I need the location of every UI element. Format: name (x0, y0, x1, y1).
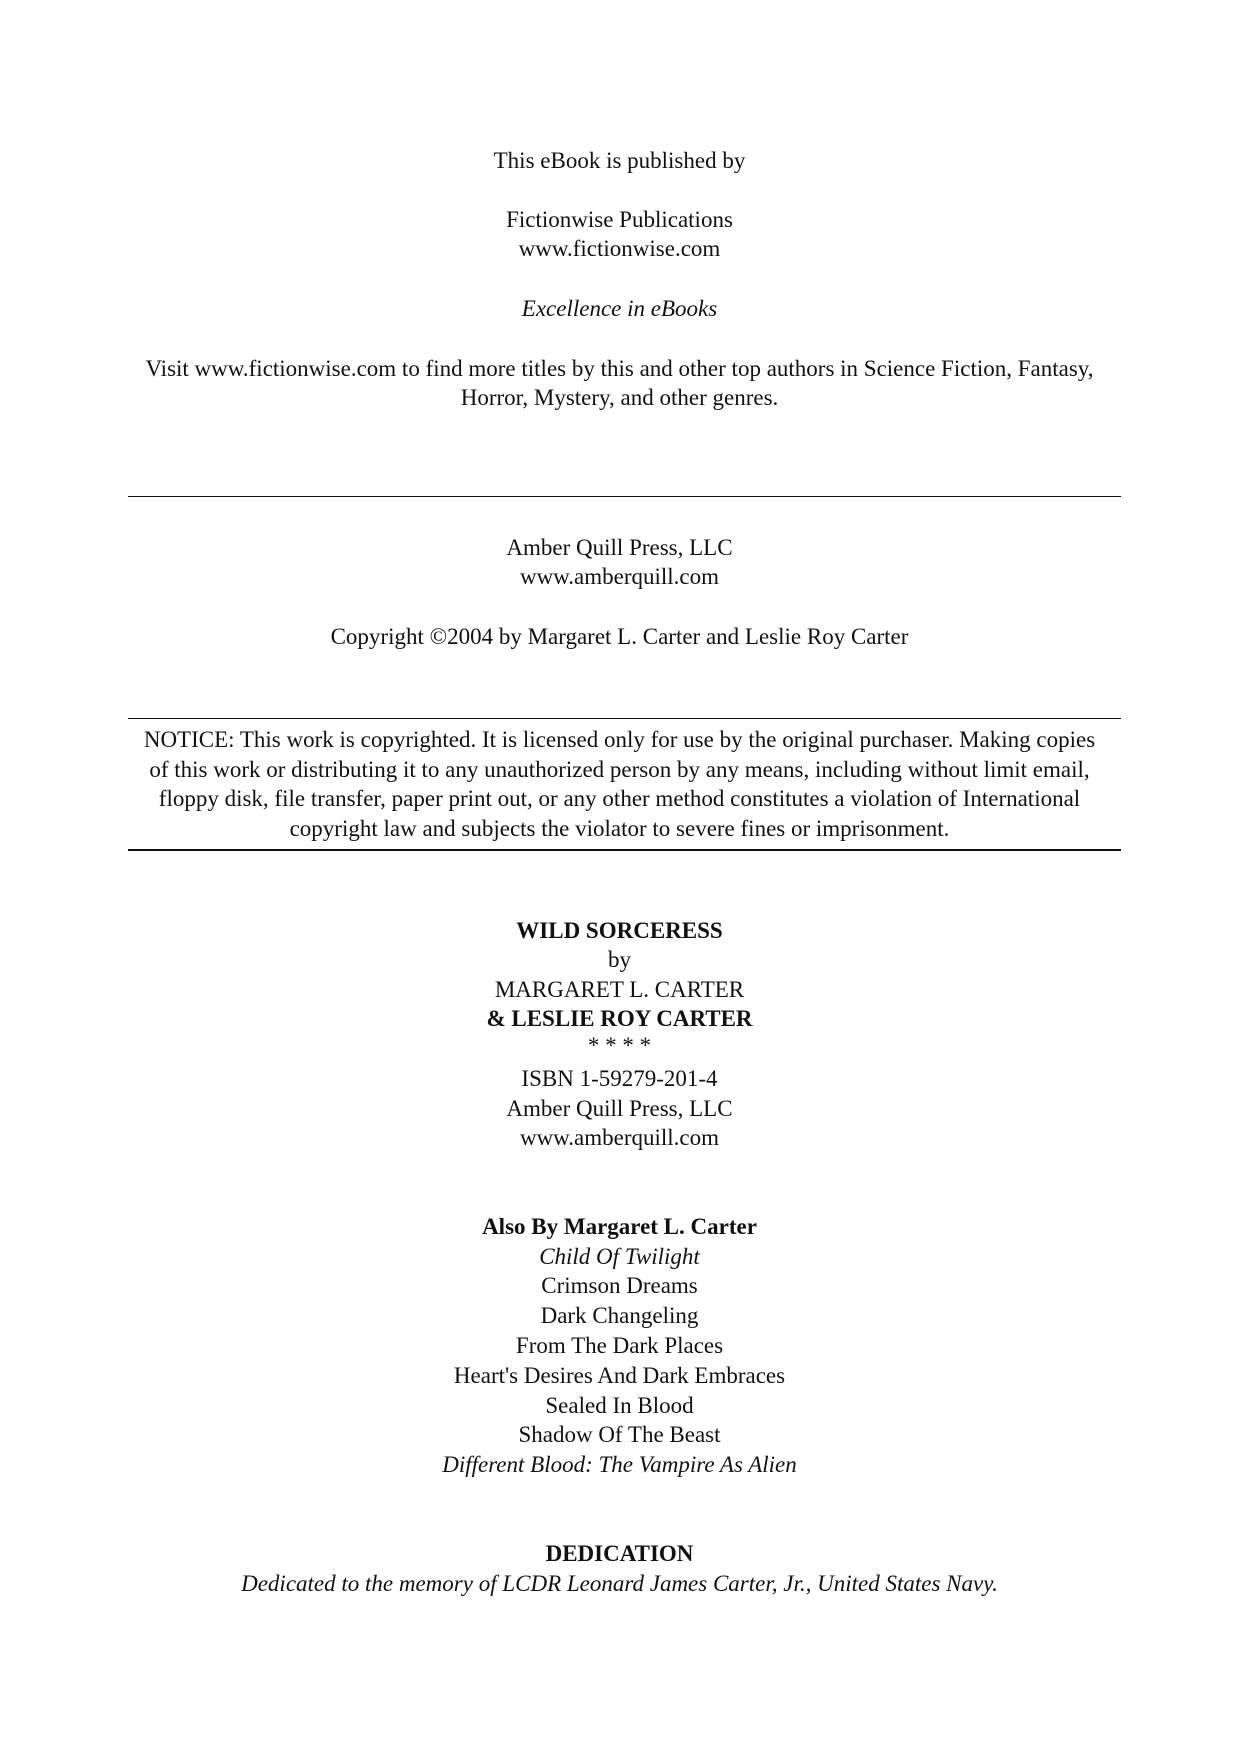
title-press-name: Amber Quill Press, LLC (506, 1096, 733, 1121)
notice-line-1: NOTICE: This work is copyrighted. It is licensed only for use by the original purchaser. Making copies (143, 727, 1096, 752)
notice-line-2: of this work or distributing it to any unauthorized person by any means, including without limit email, (149, 757, 1090, 782)
also-by-title: Dark Changeling (540, 1303, 699, 1328)
notice-line-4: copyright law and subjects the violator to severe fines or imprisonment. (289, 816, 950, 841)
by-text: by (608, 947, 631, 972)
visit-line-2: Horror, Mystery, and other genres. (460, 385, 779, 410)
publisher-tagline: Excellence in eBooks (521, 296, 718, 321)
divider-3 (128, 849, 1121, 851)
press-url: www.amberquill.com (519, 564, 720, 589)
also-by-title: From The Dark Places (515, 1333, 724, 1358)
notice-line-3: floppy disk, file transfer, paper print out, or any other method constitutes a violation of International (158, 786, 1081, 811)
book-title: WILD SORCERESS (516, 918, 723, 943)
publisher-url: www.fictionwise.com (518, 236, 721, 261)
separator-stars: * * * * (587, 1033, 652, 1058)
publisher-name: Fictionwise Publications (506, 207, 733, 232)
also-by-title: Child Of Twilight (539, 1244, 700, 1269)
press-name: Amber Quill Press, LLC (506, 535, 733, 560)
author-2: & LESLIE ROY CARTER (486, 1006, 753, 1031)
copyright-text: Copyright ©2004 by Margaret L. Carter and Leslie Roy Carter (330, 624, 909, 649)
also-by-title: Heart's Desires And Dark Embraces (453, 1363, 786, 1388)
also-by-heading: Also By Margaret L. Carter (482, 1214, 757, 1239)
divider-2 (128, 718, 1121, 719)
divider-1 (128, 496, 1121, 497)
also-by-title: Sealed In Blood (545, 1393, 694, 1418)
title-press-url: www.amberquill.com (519, 1125, 720, 1150)
also-by-title: Different Blood: The Vampire As Alien (442, 1452, 797, 1477)
isbn: ISBN 1-59279-201-4 (521, 1066, 718, 1091)
dedication-heading: DEDICATION (545, 1541, 694, 1566)
also-by-title: Shadow Of The Beast (518, 1422, 721, 1447)
author-1: MARGARET L. CARTER (494, 977, 745, 1002)
also-by-title: Crimson Dreams (541, 1273, 698, 1298)
visit-line-1: Visit www.fictionwise.com to find more titles by this and other top authors in Science Fiction, Fantasy, (145, 356, 1094, 381)
dedication-text: Dedicated to the memory of LCDR Leonard James Carter, Jr., United States Navy. (241, 1571, 998, 1596)
published-by-text: This eBook is published by (493, 148, 746, 173)
